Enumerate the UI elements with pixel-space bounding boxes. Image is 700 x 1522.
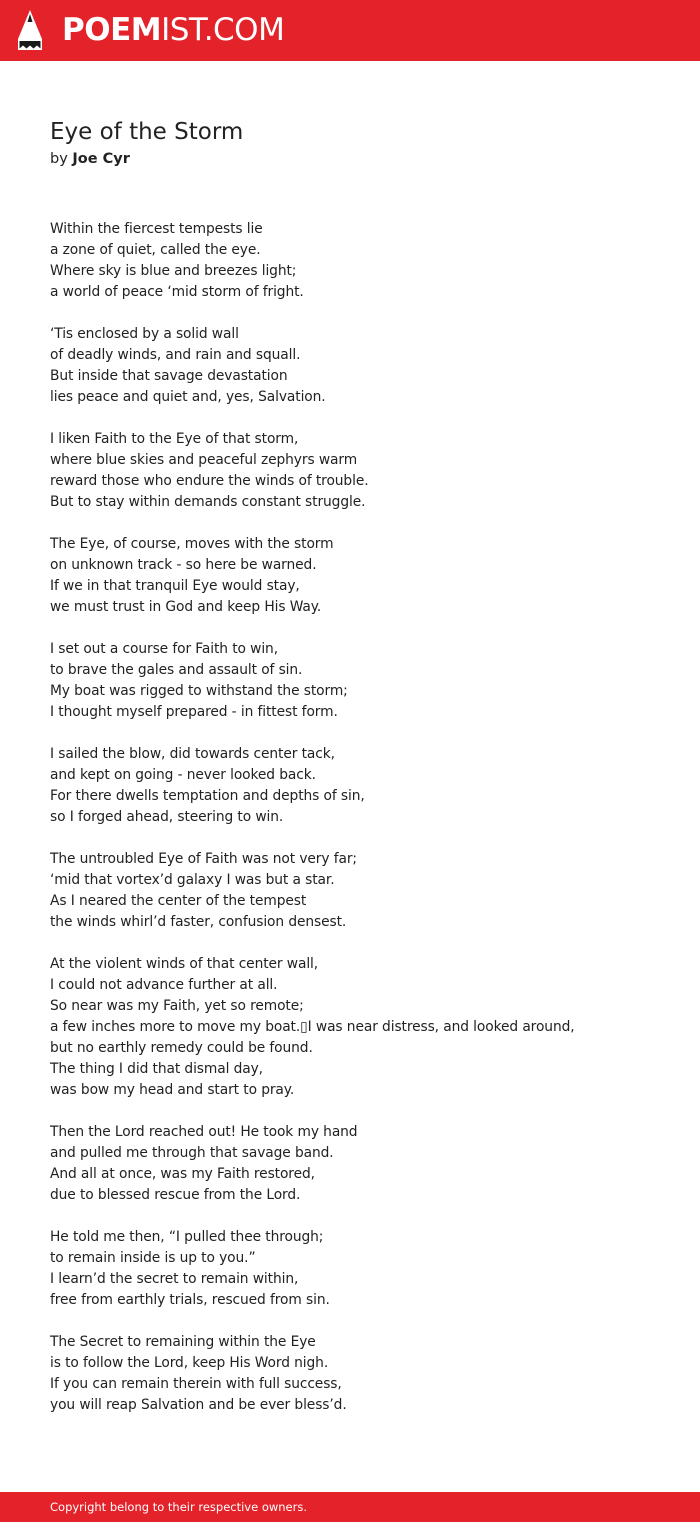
poem-line: we must trust in God and keep His Way. bbox=[50, 599, 322, 615]
site-logo[interactable] bbox=[17, 9, 284, 51]
stanza bbox=[50, 219, 690, 303]
pen-nib-icon bbox=[17, 9, 43, 51]
poem-line: free from earthly trials, rescued from sin. bbox=[50, 1292, 330, 1308]
poem-line: But inside that savage devastation bbox=[50, 368, 288, 384]
stanza bbox=[50, 1122, 690, 1206]
poem-line: and pulled me through that savage band. bbox=[50, 1145, 334, 1161]
poem-line: to brave the gales and assault of sin. bbox=[50, 662, 303, 678]
poem-line: As I neared the center of the tempest bbox=[50, 893, 307, 909]
site-header bbox=[0, 0, 700, 61]
byline bbox=[50, 149, 130, 169]
poem-line: I could not advance further at all. bbox=[50, 977, 278, 993]
poem-line: If you can remain therein with full success, bbox=[50, 1376, 342, 1392]
stanza bbox=[50, 324, 690, 408]
poem-line: My boat was rigged to withstand the storm; bbox=[50, 683, 348, 699]
copyright-text: Copyright belong to their respective owners. bbox=[50, 1500, 308, 1514]
poem-line: I set out a course for Faith to win, bbox=[50, 641, 278, 657]
poem-title: Eye of the Storm bbox=[50, 119, 244, 145]
poem-line: where blue skies and peaceful zephyrs warm bbox=[50, 452, 358, 468]
poem-line: was bow my head and start to pray. bbox=[50, 1082, 295, 1098]
poem-line: For there dwells temptation and depths of sin, bbox=[50, 788, 365, 804]
poem-line: lies peace and quiet and, yes, Salvation. bbox=[50, 389, 326, 405]
poem-line: The thing I did that dismal day, bbox=[50, 1061, 263, 1077]
stanza bbox=[50, 744, 690, 828]
poem-line: He told me then, “I pulled thee through; bbox=[50, 1229, 324, 1245]
poem-line: of deadly winds, and rain and squall. bbox=[50, 347, 301, 363]
poem-line: reward those who endure the winds of trouble. bbox=[50, 473, 369, 489]
poem-line: Within the fiercest tempests lie bbox=[50, 221, 263, 237]
poem-line: The Secret to remaining within the Eye bbox=[50, 1334, 316, 1350]
author-name: Joe Cyr bbox=[72, 151, 130, 167]
poem-line: I thought myself prepared - in fittest form. bbox=[50, 704, 338, 720]
poem-line: a world of peace ‘mid storm of fright. bbox=[50, 284, 304, 300]
stanza bbox=[50, 1227, 690, 1311]
poem-line: Where sky is blue and breezes light; bbox=[50, 263, 297, 279]
poem-line: the winds whirl’d faster, confusion densest. bbox=[50, 914, 347, 930]
stanza bbox=[50, 429, 690, 513]
poem-line: ‘mid that vortex’d galaxy I was but a star. bbox=[50, 872, 335, 888]
by-label: by bbox=[50, 151, 68, 167]
poem-line: And all at once, was my Faith restored, bbox=[50, 1166, 315, 1182]
poem-line: and kept on going - never looked back. bbox=[50, 767, 316, 783]
site-footer bbox=[0, 1492, 700, 1522]
stanza bbox=[50, 639, 690, 723]
stanza bbox=[50, 849, 690, 933]
poem-line: So near was my Faith, yet so remote; bbox=[50, 998, 304, 1014]
poem-line: is to follow the Lord, keep His Word nigh. bbox=[50, 1355, 329, 1371]
stanza bbox=[50, 954, 690, 1101]
poem-line: a few inches more to move my boat.▯I was near distress, and looked around, bbox=[50, 1019, 575, 1035]
poem-line: on unknown track - so here be warned. bbox=[50, 557, 317, 573]
poem-line: ‘Tis enclosed by a solid wall bbox=[50, 326, 239, 342]
logo-wordmark bbox=[62, 9, 284, 51]
stanza bbox=[50, 534, 690, 618]
poem-line: I liken Faith to the Eye of that storm, bbox=[50, 431, 299, 447]
poem-line: The Eye, of course, moves with the storm bbox=[50, 536, 334, 552]
poem-line: I learn’d the secret to remain within, bbox=[50, 1271, 299, 1287]
poem-line: a zone of quiet, called the eye. bbox=[50, 242, 261, 258]
poem-line: due to blessed rescue from the Lord. bbox=[50, 1187, 301, 1203]
stanza bbox=[50, 1332, 690, 1416]
poem-line: you will reap Salvation and be ever bless’d. bbox=[50, 1397, 347, 1413]
logo-light-text: IST.COM bbox=[161, 12, 285, 48]
poem-line: But to stay within demands constant struggle. bbox=[50, 494, 366, 510]
poem-line: I sailed the blow, did towards center tack, bbox=[50, 746, 335, 762]
poem-line: The untroubled Eye of Faith was not very far; bbox=[50, 851, 357, 867]
poem-line: Then the Lord reached out! He took my hand bbox=[50, 1124, 358, 1140]
poem-line: but no earthly remedy could be found. bbox=[50, 1040, 313, 1056]
poem-body bbox=[50, 219, 690, 1437]
logo-bold-text: POEM bbox=[62, 12, 162, 48]
poem-line: to remain inside is up to you.” bbox=[50, 1250, 256, 1266]
poem-line: At the violent winds of that center wall, bbox=[50, 956, 319, 972]
poem-line: so I forged ahead, steering to win. bbox=[50, 809, 284, 825]
poem-line: If we in that tranquil Eye would stay, bbox=[50, 578, 300, 594]
